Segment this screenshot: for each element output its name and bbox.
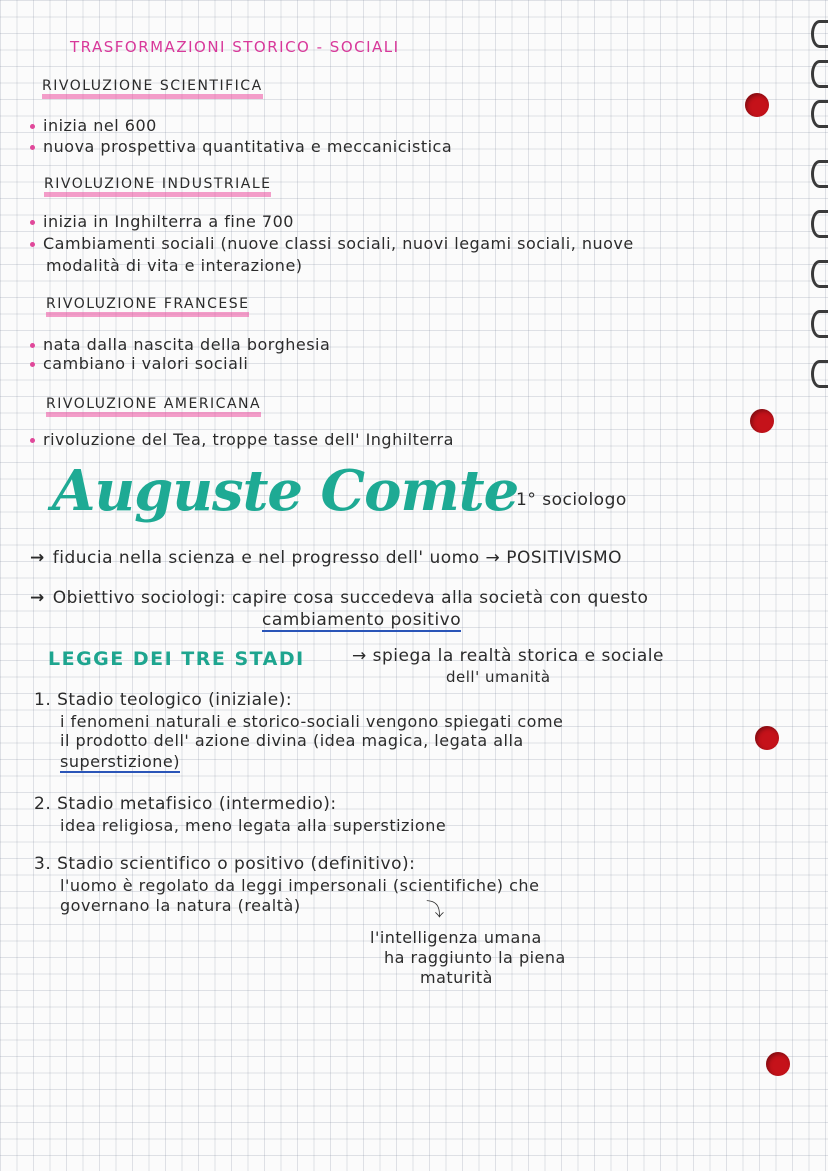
- bullet-icon: [30, 145, 35, 150]
- bullet-icon: [30, 242, 35, 247]
- bullet-icon: [30, 124, 35, 129]
- comte-note: 1° sociologo: [516, 490, 627, 510]
- section-heading: RIVOLUZIONE INDUSTRIALE: [44, 176, 271, 197]
- section-heading: RIVOLUZIONE FRANCESE: [46, 296, 249, 317]
- bullet-icon: [30, 362, 35, 367]
- arrow-icon: →: [30, 548, 45, 568]
- comte-point: → Obiettivo sociologi: capire cosa succedeva alla società con questo: [30, 588, 649, 608]
- spiral-ring-icon: [811, 60, 828, 88]
- conclusion-line: l'intelligenza umana: [370, 928, 542, 947]
- spiral-ring-icon: [811, 20, 828, 48]
- stadio-line: superstizione): [60, 752, 180, 771]
- stadio-line: i fenomeni naturali e storico-sociali vengono spiegati come: [60, 712, 564, 731]
- spiral-ring-icon: [811, 260, 828, 288]
- bullet-item: inizia in Inghilterra a fine 700: [30, 212, 294, 231]
- binder-hole: [745, 93, 769, 117]
- spiral-ring-icon: [811, 360, 828, 388]
- bullet-continuation: modalità di vita e interazione): [46, 256, 303, 275]
- bullet-icon: [30, 343, 35, 348]
- legge-explanation: → spiega la realtà storica e sociale: [352, 646, 664, 666]
- down-arrow-icon: ⤵: [426, 900, 445, 921]
- section-heading: RIVOLUZIONE AMERICANA: [46, 396, 261, 417]
- section-heading: RIVOLUZIONE SCIENTIFICA: [42, 78, 263, 99]
- spiral-ring-icon: [811, 160, 828, 188]
- comte-point: → fiducia nella scienza e nel progresso dell' uomo → POSITIVISMO: [30, 548, 623, 568]
- comte-point-continuation: cambiamento positivo: [262, 610, 462, 630]
- bullet-icon: [30, 220, 35, 225]
- bullet-icon: [30, 438, 35, 443]
- bullet-item: cambiano i valori sociali: [30, 354, 248, 373]
- bullet-item: nuova prospettiva quantitativa e meccanicistica: [30, 137, 452, 156]
- binder-hole: [750, 409, 774, 433]
- bullet-item: nata dalla nascita della borghesia: [30, 335, 330, 354]
- conclusion-line: ha raggiunto la piena: [384, 948, 566, 967]
- conclusion-line: maturità: [420, 968, 493, 987]
- stadio-title: 1. Stadio teologico (iniziale):: [34, 690, 293, 710]
- stadio-title: 3. Stadio scientifico o positivo (definitivo):: [34, 854, 416, 874]
- spiral-ring-icon: [811, 210, 828, 238]
- bullet-item: rivoluzione del Tea, troppe tasse dell' Inghilterra: [30, 430, 454, 449]
- stadio-line: idea religiosa, meno legata alla superstizione: [60, 816, 447, 835]
- bullet-item: inizia nel 600: [30, 116, 157, 135]
- spiral-ring-icon: [811, 310, 828, 338]
- bullet-item: Cambiamenti sociali (nuove classi sociali, nuovi legami sociali, nuove: [30, 234, 634, 253]
- stadio-line: l'uomo è regolato da leggi impersonali (scientifiche) che: [60, 876, 540, 895]
- legge-heading: LEGGE DEI TRE STADI: [48, 648, 305, 670]
- page-title: TRASFORMAZIONI STORICO - SOCIALI: [70, 38, 400, 56]
- binder-hole: [755, 726, 779, 750]
- spiral-ring-icon: [811, 100, 828, 128]
- arrow-icon: →: [30, 588, 45, 608]
- stadio-line: il prodotto dell' azione divina (idea magica, legata alla: [60, 731, 524, 750]
- legge-explanation-continuation: dell' umanità: [446, 668, 551, 686]
- stadio-title: 2. Stadio metafisico (intermedio):: [34, 794, 337, 814]
- comte-heading: Auguste Comte: [52, 458, 519, 524]
- binder-hole: [766, 1052, 790, 1076]
- stadio-line: governano la natura (realtà): [60, 896, 301, 915]
